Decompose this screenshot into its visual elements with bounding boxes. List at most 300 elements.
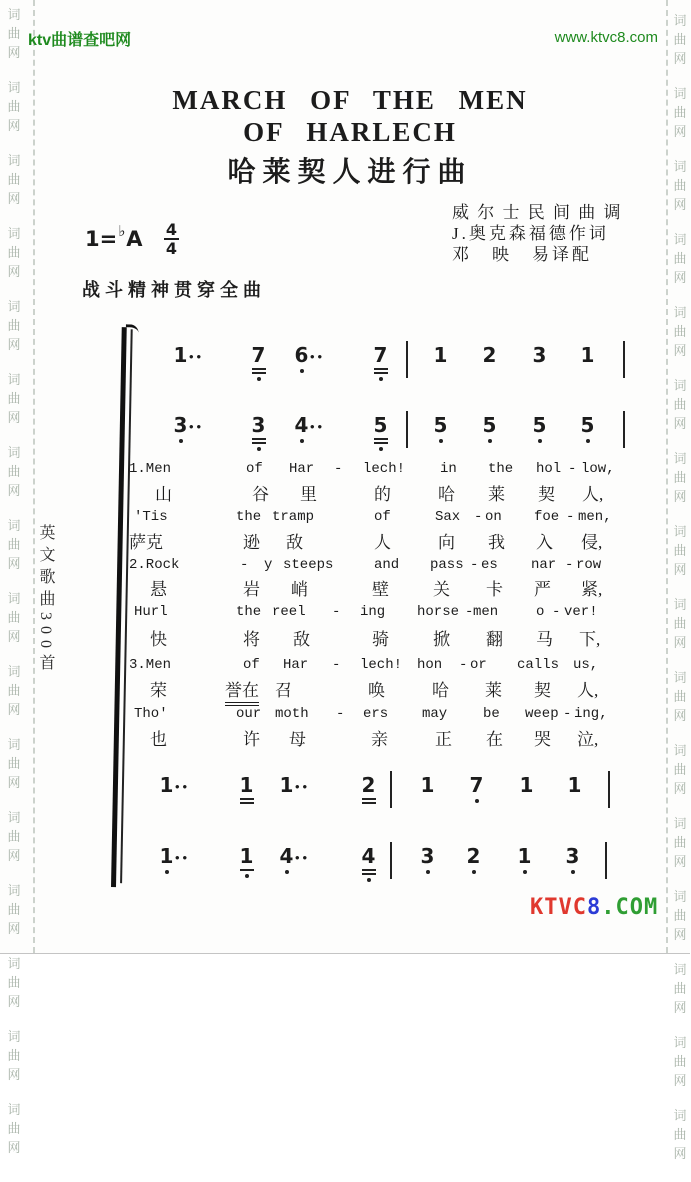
watermark-char: 网 xyxy=(673,197,687,212)
lyric-line-cn xyxy=(0,625,690,650)
lyric-line-en xyxy=(0,604,690,626)
lyric-token: 人, xyxy=(577,681,599,700)
watermark-char: 曲 xyxy=(7,391,21,406)
lyric-token: calls xyxy=(517,657,560,673)
lyric-token: - xyxy=(332,604,341,620)
dots-after: •• xyxy=(310,349,326,364)
credit-lyricist: J.奥克森福德作词 xyxy=(452,224,609,243)
watermark-group xyxy=(669,233,691,284)
duration-underline xyxy=(252,438,266,440)
watermark-group xyxy=(3,81,25,132)
note-4 xyxy=(279,844,311,874)
note-number: 3 xyxy=(420,844,435,868)
lyric-token: 契 xyxy=(534,681,551,700)
lyric-token: ing xyxy=(360,604,386,620)
lyric-token: 3.Men xyxy=(129,657,172,673)
lyric-token: 2.Rock xyxy=(129,557,180,573)
watermark-group xyxy=(669,160,691,211)
watermark-char: 曲 xyxy=(673,762,687,777)
lyric-token: 许 xyxy=(243,730,260,749)
watermark-char: 曲 xyxy=(673,689,687,704)
note-number: 1 xyxy=(519,773,534,797)
lyric-token: moth xyxy=(275,706,309,722)
low-octave-dot xyxy=(165,870,169,874)
watermark-char: 词 xyxy=(673,816,687,831)
note-5 xyxy=(434,415,447,443)
watermark-char: 网 xyxy=(673,1000,687,1015)
lyric-token: 我 xyxy=(488,533,505,552)
lyric-token: weep xyxy=(525,706,559,722)
watermark-char: 曲 xyxy=(673,105,687,120)
watermark-char: 曲 xyxy=(673,835,687,850)
note-number: 1 xyxy=(279,773,294,797)
note-number: 1 xyxy=(173,343,188,367)
note-7 xyxy=(374,345,387,381)
watermark-char: 词 xyxy=(7,664,21,679)
lyric-token: and xyxy=(374,557,400,573)
note-number: 7 xyxy=(251,343,266,367)
watermark-group xyxy=(669,1036,691,1087)
lyric-token: Sax xyxy=(435,509,461,525)
note-number: 1 xyxy=(239,773,254,797)
watermark-char: 曲 xyxy=(7,99,21,114)
watermark-char: 曲 xyxy=(7,829,21,844)
watermark-char: 词 xyxy=(7,810,21,825)
watermark-char: 词 xyxy=(7,1029,21,1044)
lyric-token: 峭 xyxy=(291,580,308,599)
lyric-token: Tho' xyxy=(134,706,168,722)
lyric-token: 马 xyxy=(536,630,553,649)
note-5 xyxy=(483,415,496,443)
low-octave-dot xyxy=(245,874,249,878)
note-1 xyxy=(159,773,191,797)
watermark-char: 词 xyxy=(673,378,687,393)
lyric-token: the xyxy=(236,604,262,620)
time-signature-numerator: 4 xyxy=(165,220,178,239)
note-3 xyxy=(533,345,546,366)
watermark-char: 网 xyxy=(7,994,21,1009)
lyric-token: Har xyxy=(283,657,309,673)
watermark-char: 曲 xyxy=(7,610,21,625)
note-number: 2 xyxy=(482,343,497,367)
note-7 xyxy=(470,775,483,803)
watermark-char: 网 xyxy=(7,410,21,425)
watermark-char: 词 xyxy=(673,451,687,466)
duration-underline xyxy=(252,372,266,374)
lyric-token: 入 xyxy=(536,533,553,552)
watermark-char: 曲 xyxy=(7,902,21,917)
watermark-char: 曲 xyxy=(7,1121,21,1136)
lyric-token: - xyxy=(470,557,479,573)
watermark-char: 曲 xyxy=(7,1048,21,1063)
lyric-token: 人, xyxy=(582,485,604,504)
lyric-token: 哈 xyxy=(438,485,455,504)
watermark-char: 曲 xyxy=(673,251,687,266)
watermark-char: 曲 xyxy=(673,470,687,485)
low-octave-dot xyxy=(285,870,289,874)
lyric-token: may xyxy=(422,706,448,722)
watermark-group xyxy=(3,884,25,935)
watermark-char: 网 xyxy=(673,416,687,431)
lyric-token: 'Tis xyxy=(134,509,168,525)
lyric-token: 莱 xyxy=(488,485,505,504)
low-octave-dot xyxy=(488,439,492,443)
low-octave-dot xyxy=(300,369,304,373)
dots-after: •• xyxy=(189,419,205,434)
note-3 xyxy=(421,846,434,874)
watermark-char: 曲 xyxy=(7,245,21,260)
watermark-char: 词 xyxy=(7,956,21,971)
lyric-token: 萨克 xyxy=(129,533,163,552)
lyric-token: es xyxy=(481,557,498,573)
barline xyxy=(623,341,625,378)
lyric-token: 岩 xyxy=(243,580,260,599)
watermark-char: 网 xyxy=(7,556,21,571)
lyric-token: tramp xyxy=(272,509,315,525)
system-barline-hook xyxy=(126,324,139,336)
note-4 xyxy=(362,846,375,882)
watermark-char: 网 xyxy=(7,702,21,717)
duration-underline xyxy=(252,442,266,444)
note-5 xyxy=(374,415,387,451)
lyric-token: hol xyxy=(536,461,562,477)
note-number: 3 xyxy=(251,413,266,437)
lyric-token: low, xyxy=(581,461,615,477)
lyric-token: - xyxy=(568,461,577,477)
duration-underline xyxy=(240,869,254,871)
lyric-token: 母 xyxy=(289,730,306,749)
watermark-char: 词 xyxy=(673,159,687,174)
note-number: 5 xyxy=(532,413,547,437)
watermark-char: 网 xyxy=(7,264,21,279)
lyric-token: the xyxy=(236,509,262,525)
note-1 xyxy=(434,345,447,366)
note-3 xyxy=(252,415,265,451)
note-1 xyxy=(421,775,434,796)
watermark-char: 网 xyxy=(673,51,687,66)
barline xyxy=(608,771,610,808)
flat-symbol: ♭ xyxy=(118,222,126,240)
duration-underline xyxy=(362,873,376,875)
note-1 xyxy=(159,844,191,874)
note-2 xyxy=(467,846,480,874)
note-number: 4 xyxy=(294,413,309,437)
watermark-char: 词 xyxy=(7,737,21,752)
lyric-token: - xyxy=(332,657,341,673)
watermark-char: 网 xyxy=(7,629,21,644)
watermark-group xyxy=(3,154,25,205)
low-octave-dot xyxy=(439,439,443,443)
watermark-char: 网 xyxy=(673,781,687,796)
note-7 xyxy=(252,345,265,381)
watermark-char: 曲 xyxy=(673,324,687,339)
duration-underline xyxy=(362,798,376,800)
watermark-char: 曲 xyxy=(673,178,687,193)
barline xyxy=(605,842,607,879)
watermark-char: 词 xyxy=(7,591,21,606)
note-1 xyxy=(240,775,253,804)
lyric-token: - xyxy=(566,509,575,525)
note-1 xyxy=(240,846,253,878)
watermark-char: 词 xyxy=(7,80,21,95)
watermark-char: 网 xyxy=(7,118,21,133)
low-octave-dot xyxy=(586,439,590,443)
lyric-token: 召 xyxy=(275,681,292,700)
watermark-char: 词 xyxy=(673,13,687,28)
lyric-token: 哭 xyxy=(534,730,551,749)
watermark-group xyxy=(3,300,25,351)
lyric-token: 契 xyxy=(538,485,555,504)
note-1 xyxy=(518,846,531,874)
watermark-char: 曲 xyxy=(673,397,687,412)
lyric-token: 1.Men xyxy=(129,461,172,477)
watermark-char: 网 xyxy=(673,635,687,650)
lyric-token: 荣 xyxy=(150,681,167,700)
key-tonic: A xyxy=(126,227,143,251)
note-number: 1 xyxy=(159,844,174,868)
lyric-token: 卡 xyxy=(486,580,503,599)
watermark-char: 词 xyxy=(673,524,687,539)
watermark-char: 网 xyxy=(7,1067,21,1082)
title-english xyxy=(40,84,660,148)
watermark-char: 曲 xyxy=(7,26,21,41)
site-name-link[interactable]: ktv曲谱查吧网 xyxy=(28,32,132,49)
watermark-char: 网 xyxy=(7,337,21,352)
music-line xyxy=(0,846,690,886)
watermark-char: 词 xyxy=(673,1035,687,1050)
lyric-token: hon xyxy=(417,657,443,673)
lyric-token: the xyxy=(488,461,514,477)
watermark-char: 曲 xyxy=(7,756,21,771)
lyric-line-cn xyxy=(0,575,690,597)
watermark-char: 词 xyxy=(673,86,687,101)
performance-note: 战斗精神贯穿全曲 xyxy=(82,280,266,300)
lyric-token: be xyxy=(483,706,500,722)
note-2 xyxy=(362,775,375,804)
watermark-char: 曲 xyxy=(7,537,21,552)
watermark-column-right xyxy=(669,14,691,1182)
lyric-token: 也 xyxy=(150,730,167,749)
watermark-char: 曲 xyxy=(673,981,687,996)
note-number: 1 xyxy=(580,343,595,367)
lyric-token: 壁 xyxy=(372,580,389,599)
lyric-token: of xyxy=(374,509,391,525)
watermark-group xyxy=(3,8,25,59)
lyric-token: - xyxy=(459,657,468,673)
lyric-token: lech! xyxy=(360,657,403,673)
watermark-group xyxy=(669,890,691,941)
duration-underline xyxy=(374,372,388,374)
low-octave-dot xyxy=(523,870,527,874)
lyric-token: - xyxy=(334,461,343,477)
note-number: 7 xyxy=(373,343,388,367)
watermark-char: 网 xyxy=(7,921,21,936)
lyric-token: - xyxy=(465,604,474,620)
lyric-token: 哈 xyxy=(432,681,449,700)
watermark-char: 词 xyxy=(7,518,21,533)
watermark-char: 网 xyxy=(673,343,687,358)
low-octave-dot xyxy=(571,870,575,874)
duration-underline xyxy=(374,438,388,440)
lyric-token: o xyxy=(536,604,545,620)
lyric-token: horse xyxy=(417,604,460,620)
watermark-char: 词 xyxy=(7,226,21,241)
watermark-group xyxy=(3,1030,25,1081)
watermark-char: 词 xyxy=(673,889,687,904)
watermark-group xyxy=(669,87,691,138)
dots-after: •• xyxy=(295,850,311,865)
low-octave-dot xyxy=(300,439,304,443)
watermark-char: 网 xyxy=(673,1073,687,1088)
lyric-token: 莱 xyxy=(485,681,502,700)
duration-underline xyxy=(240,802,254,804)
lyric-token: 敌 xyxy=(293,630,310,649)
lyric-token: steeps xyxy=(283,557,334,573)
watermark-char: 网 xyxy=(673,562,687,577)
low-octave-dot xyxy=(179,439,183,443)
note-number: 5 xyxy=(373,413,388,437)
lyric-token: 将 xyxy=(243,630,260,649)
watermark-char: 词 xyxy=(673,670,687,685)
lyric-line-cn xyxy=(0,528,690,550)
note-number: 4 xyxy=(361,844,376,868)
note-1 xyxy=(568,775,581,796)
note-number: 1 xyxy=(420,773,435,797)
lyric-token: 谷 xyxy=(252,485,269,504)
barline xyxy=(406,411,408,448)
duration-underline xyxy=(240,798,254,800)
lyric-token: ing, xyxy=(574,706,608,722)
lyric-token: 誉在 xyxy=(225,676,259,706)
watermark-char: 词 xyxy=(7,445,21,460)
lyric-token: 正 xyxy=(435,730,452,749)
footer-logo-part3: .COM xyxy=(601,895,659,920)
duration-underline xyxy=(362,869,376,871)
watermark-group xyxy=(669,14,691,65)
lyric-token: 逊 xyxy=(243,533,260,552)
watermark-group xyxy=(669,1109,691,1160)
lyric-token: - xyxy=(240,557,249,573)
watermark-char: 网 xyxy=(673,489,687,504)
low-octave-dot xyxy=(426,870,430,874)
lyric-token: reel xyxy=(272,604,306,620)
dots-after: •• xyxy=(189,349,205,364)
watermark-char: 词 xyxy=(673,1108,687,1123)
watermark-char: 词 xyxy=(673,305,687,320)
note-number: 4 xyxy=(279,844,294,868)
watermark-char: 网 xyxy=(7,483,21,498)
lyric-token: 严 xyxy=(534,580,551,599)
dots-after: •• xyxy=(175,779,191,794)
watermark-char: 曲 xyxy=(673,32,687,47)
barline xyxy=(406,341,408,378)
lyric-token: 唤 xyxy=(368,681,385,700)
lyric-token: 悬 xyxy=(150,580,167,599)
watermark-char: 词 xyxy=(673,232,687,247)
watermark-char: 词 xyxy=(673,743,687,758)
low-octave-dot xyxy=(379,377,383,381)
watermark-group xyxy=(3,1103,25,1154)
lyric-token: 在 xyxy=(486,730,503,749)
lyric-token: Har xyxy=(289,461,315,477)
note-number: 1 xyxy=(159,773,174,797)
lyric-token: or xyxy=(470,657,487,673)
lyric-token: 下, xyxy=(579,630,601,649)
lyric-token: - xyxy=(474,509,483,525)
lyric-token: 敌 xyxy=(286,533,303,552)
watermark-char: 词 xyxy=(673,962,687,977)
watermark-char: 曲 xyxy=(7,683,21,698)
lyric-token: - xyxy=(565,557,574,573)
watermark-char: 网 xyxy=(7,45,21,60)
dots-after: •• xyxy=(295,779,311,794)
lyric-token: 山 xyxy=(155,485,172,504)
lyric-token: of xyxy=(243,657,260,673)
lyric-token: 快 xyxy=(150,630,167,649)
title-english-line1: MARCH OF THE MEN xyxy=(172,85,528,115)
lyric-token: 掀 xyxy=(433,630,450,649)
watermark-char: 网 xyxy=(673,124,687,139)
lyric-token: us, xyxy=(573,657,599,673)
credit-composer: 威 尔 士 民 间 曲 调 xyxy=(452,203,623,222)
duration-underline xyxy=(374,442,388,444)
lyric-token: 泣, xyxy=(577,730,599,749)
time-signature-denominator: 4 xyxy=(165,239,178,258)
watermark-char: 词 xyxy=(7,372,21,387)
low-octave-dot xyxy=(367,878,371,882)
note-1 xyxy=(279,773,311,797)
lyric-token: Hurl xyxy=(134,604,168,620)
note-4 xyxy=(294,413,326,443)
note-number: 3 xyxy=(532,343,547,367)
lyric-token: pass xyxy=(430,557,464,573)
note-6 xyxy=(294,343,326,373)
watermark-group xyxy=(669,963,691,1014)
credit-translator: 邓 映 易译配 xyxy=(452,245,592,264)
watermark-char: 曲 xyxy=(673,543,687,558)
note-number: 5 xyxy=(433,413,448,437)
note-number: 6 xyxy=(294,343,309,367)
lyric-token: - xyxy=(563,706,572,722)
watermark-char: 曲 xyxy=(7,464,21,479)
note-number: 3 xyxy=(173,413,188,437)
barline xyxy=(623,411,625,448)
lyric-token: - xyxy=(552,604,561,620)
site-url-link[interactable]: www.ktvc8.com xyxy=(554,29,658,46)
note-number: 7 xyxy=(469,773,484,797)
note-5 xyxy=(581,415,594,443)
note-number: 5 xyxy=(482,413,497,437)
watermark-char: 曲 xyxy=(673,1127,687,1142)
lyric-token: on xyxy=(485,509,502,525)
watermark-char: 网 xyxy=(673,270,687,285)
lyric-token: 关 xyxy=(433,580,450,599)
lyric-token: foe xyxy=(534,509,560,525)
watermark-char: 曲 xyxy=(673,908,687,923)
footer-logo-link[interactable] xyxy=(530,895,658,920)
low-octave-dot xyxy=(472,870,476,874)
music-line xyxy=(0,345,690,385)
watermark-char: 网 xyxy=(7,1140,21,1155)
lyric-token: men xyxy=(473,604,499,620)
lyric-token: lech! xyxy=(363,461,406,477)
watermark-char: 词 xyxy=(7,153,21,168)
songbook-side-label: 英文歌曲300首 xyxy=(37,524,54,676)
watermark-group xyxy=(3,227,25,278)
lyric-token: 骑 xyxy=(372,630,389,649)
duration-underline xyxy=(374,368,388,370)
watermark-char: 网 xyxy=(7,775,21,790)
